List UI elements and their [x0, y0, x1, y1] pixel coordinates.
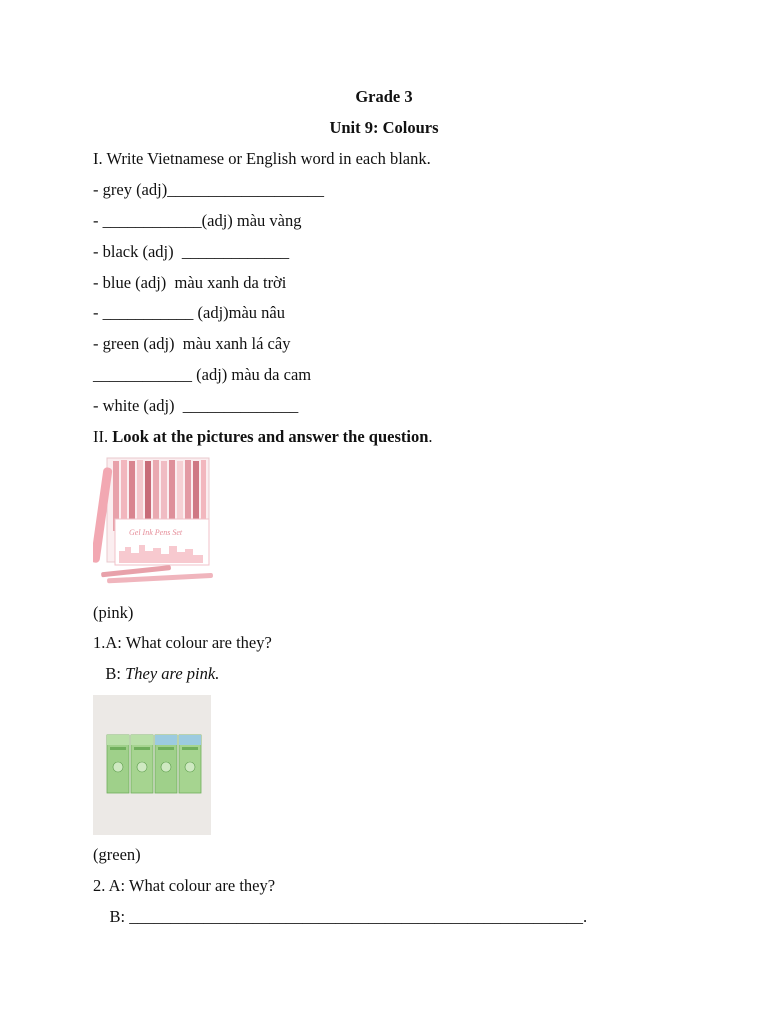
vocab-item: - grey (adj)___________________ [93, 180, 324, 199]
vocab-item: - ___________ (adj)màu nâu [93, 303, 285, 322]
pink-pens-illustration [93, 455, 217, 589]
pens-set-label: Gel Ink Pens Set [129, 528, 183, 537]
question-1: 1.A: What colour are they? [93, 633, 272, 652]
section1-instruction: I. Write Vietnamese or English word in each blank. [93, 149, 431, 168]
answer-1-text: They are pink. [125, 664, 220, 683]
section2-title: Look at the pictures and answer the question [112, 427, 429, 446]
answer-2-blank: B: _______________________________________________________. [93, 907, 588, 926]
unit-title: Unit 9: Colours [329, 118, 439, 137]
section2-heading [93, 427, 433, 447]
picture1-hint: (pink) [93, 603, 134, 622]
vocab-item: - black (adj) _____________ [93, 242, 290, 261]
section2-suffix: . [428, 427, 433, 446]
vocab-item: - white (adj) ______________ [93, 396, 299, 415]
green-boxes-picture [93, 695, 211, 840]
answer-1 [93, 664, 219, 684]
grade-title: Grade 3 [355, 87, 413, 106]
section2-prefix: II. [93, 427, 113, 446]
vocab-item: - ____________(adj) màu vàng [93, 211, 302, 230]
question-2: 2. A: What colour are they? [93, 876, 276, 895]
green-boxes-illustration [93, 695, 211, 835]
vocab-item: - green (adj) màu xanh lá cây [93, 334, 291, 353]
vocab-item: ____________ (adj) màu da cam [93, 365, 312, 384]
picture2-hint: (green) [93, 845, 141, 864]
answer-1-prefix: B: [93, 664, 126, 683]
pink-pens-picture [93, 455, 217, 594]
vocab-item: - blue (adj) màu xanh da trời [93, 273, 287, 292]
